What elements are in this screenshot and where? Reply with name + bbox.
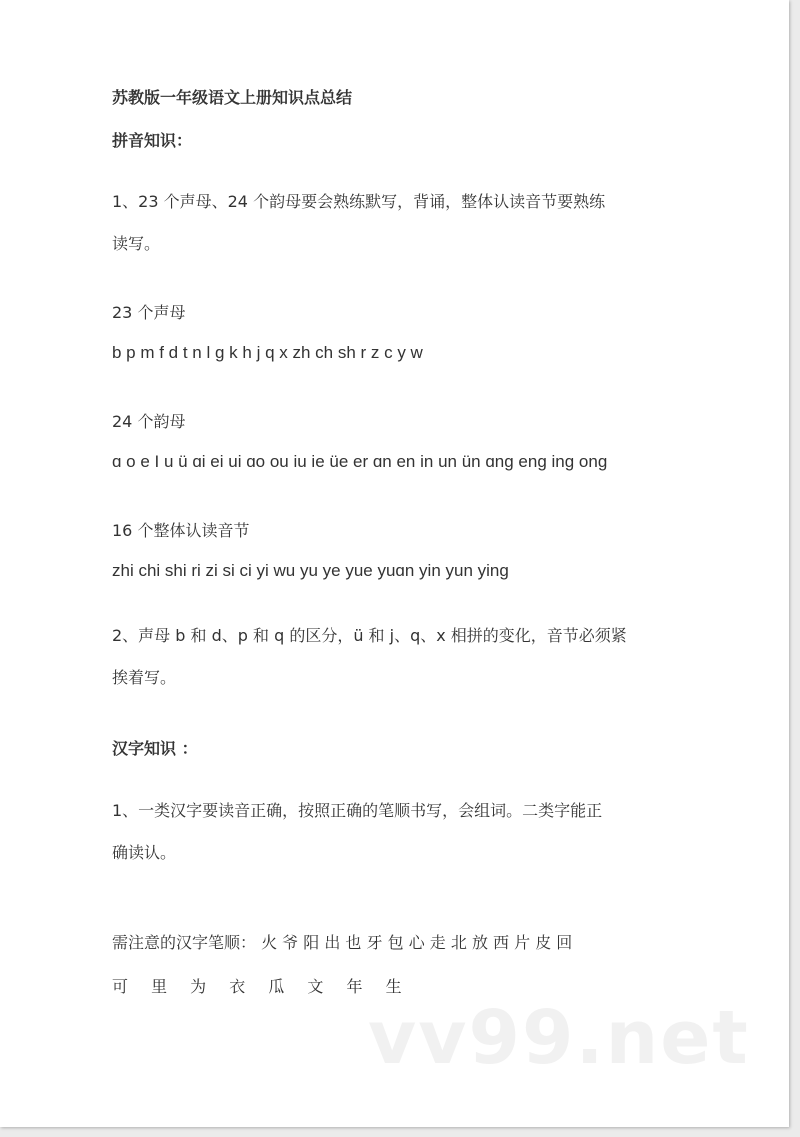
document-title: 苏教版一年级语文上册知识点总结 xyxy=(112,88,353,107)
pinyin-item-1 xyxy=(112,181,605,265)
pinyin-item-1-line-1: 1、23 个声母、24 个韵母要会熟练默写，背诵，整体认读音节要熟练 xyxy=(112,192,606,211)
hanzi-item-1-line-1: 1、一类汉字要读音正确，按照正确的笔顺书写，会组词。二类字能正 xyxy=(112,801,603,820)
bishun-line-1: 需注意的汉字笔顺： 火 爷 阳 出 也 牙 包 心 走 北 放 西 片 皮 回 xyxy=(112,933,573,952)
zhengti-list: zhi chi shi ri zi si ci yi wu yu ye yue yuɑn yin yun yinɡ xyxy=(112,561,509,580)
shengmu-label: 23 个声母 xyxy=(112,303,186,322)
pinyin-heading: 拼音知识： xyxy=(112,131,193,150)
bishun-line-2: 可 里 为 衣 瓜 文 年 生 xyxy=(112,977,411,996)
watermark-text: vv99.net xyxy=(368,995,750,1081)
pinyin-item-2-line-1: 2、声母 b 和 d、p 和 q 的区分，ü 和 j、q、x 相拼的变化，音节必须紧 xyxy=(112,626,627,645)
pinyin-item-2 xyxy=(112,615,627,699)
hanzi-item-1-line-2: 确读认。 xyxy=(112,843,177,862)
pinyin-item-2-line-2: 挨着写。 xyxy=(112,668,177,687)
hanzi-item-1 xyxy=(112,790,602,874)
shengmu-list: b p m f d t n l ɡ k h j q x zh ch sh r z c y w xyxy=(112,343,423,362)
yunmu-label: 24 个韵母 xyxy=(112,412,186,431)
hanzi-heading: 汉字知识 ： xyxy=(112,739,198,758)
pinyin-item-1-line-2: 读写。 xyxy=(112,234,161,253)
zhengti-label: 16 个整体认读音节 xyxy=(112,521,250,540)
yunmu-list: ɑ o e I u ü ɑi ei ui ɑo ou iu ie üe er ɑn en in un ün ɑnɡ enɡ inɡ onɡ xyxy=(112,452,608,471)
